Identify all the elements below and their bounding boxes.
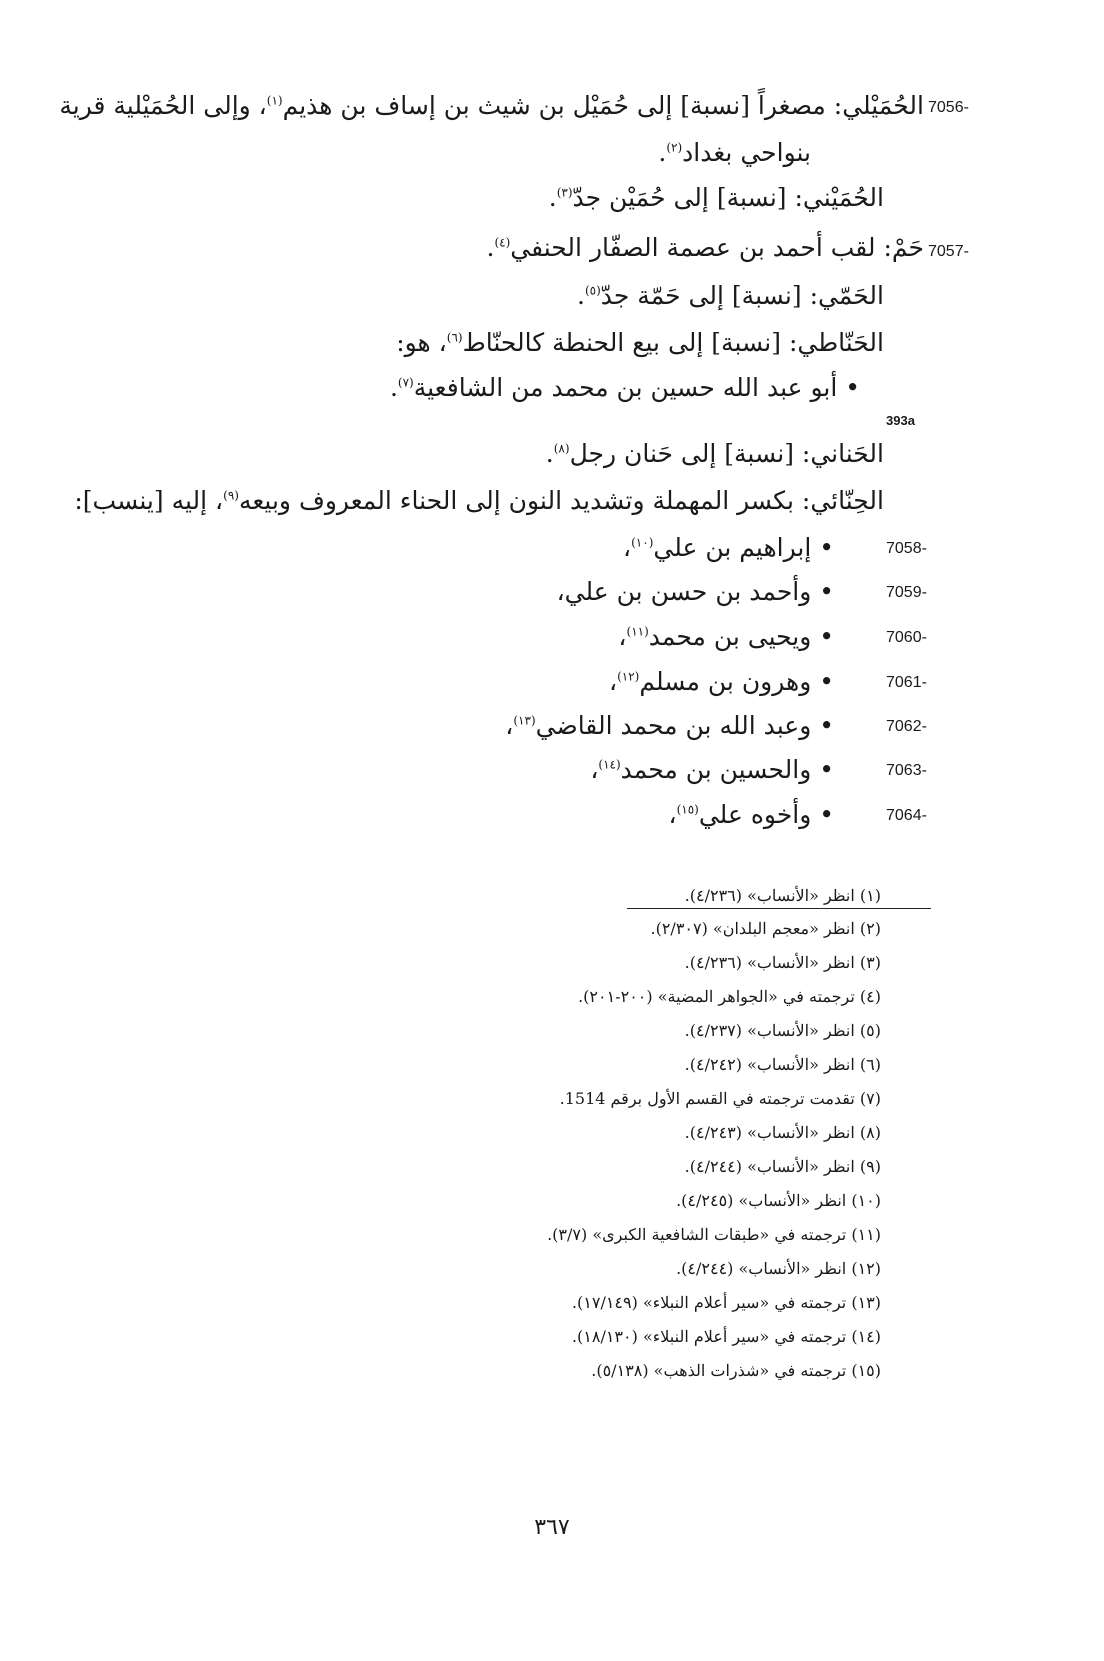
- footnote: (١) انظر «الأنساب» (٤/٢٣٦).: [684, 886, 881, 905]
- entry-line: • أبو عبد الله حسين بن محمد من الشافعية$^{(٧)}$.: [389, 373, 860, 402]
- entry-headword: الحَمّي: [818, 281, 884, 310]
- page-number: ٣٦٧: [534, 1515, 570, 1540]
- entry-line: الحُمَيْني: [نسبة] إلى حُمَيْن جدّ$^{(٣)}$.: [548, 183, 884, 212]
- entry-line: الحِنّائي: بكسر المهملة وتشديد النون إلى الحناء المعروف وبيعه$^{(٩)}$، إليه [ينسب]:: [74, 486, 884, 515]
- footnote-ref: (٤): [494, 235, 511, 250]
- footnote: (٥) انظر «الأنساب» (٤/٢٣٧).: [684, 1021, 881, 1040]
- list-item: • والحسين بن محمد$^{(١٤)}$،: [590, 755, 834, 784]
- manuscript-folio-mark: 393a: [886, 413, 915, 428]
- list-item-number: 7062-: [886, 718, 927, 735]
- list-item: • وأحمد بن حسن بن علي،: [556, 577, 834, 606]
- footnote-ref: (٩): [223, 488, 239, 503]
- list-item-number: 7060-: [886, 629, 927, 646]
- footnote: (٧) تقدمت ترجمته في القسم الأول برقم 1514.: [559, 1089, 881, 1108]
- list-item-number: 7059-: [886, 584, 927, 601]
- entry-line: الحُمَيْلي: مصغراً [نسبة] إلى حُمَيْل بن شيث بن إساف بن هذيم$^{(١)}$، وإلى الحُمَيْلية قرية: [59, 91, 924, 120]
- footnote-ref: (٨): [553, 441, 570, 456]
- list-item: • ويحيى بن محمد$^{(١١)}$،: [618, 622, 834, 651]
- list-item: • إبراهيم بن علي$^{(١٠)}$،: [623, 533, 834, 562]
- footnote-ref: (٦): [446, 330, 463, 345]
- entry-line: حَمْ: لقب أحمد بن عصمة الصفّار الحنفي$^{(٤)}$.: [486, 233, 924, 262]
- list-item: • وهرون بن مسلم$^{(١٢)}$،: [608, 667, 834, 696]
- footnote: (٣) انظر «الأنساب» (٤/٢٣٦).: [684, 953, 881, 972]
- footnote: (١٠) انظر «الأنساب» (٤/٢٤٥).: [676, 1191, 881, 1210]
- entry-headword: الحُمَيْلي: [842, 91, 924, 120]
- entry-line: الحَمّي: [نسبة] إلى حَمّة جدّ$^{(٥)}$.: [577, 281, 884, 310]
- footnote-ref: (٣): [556, 185, 573, 200]
- footnote-ref: (١): [266, 93, 283, 108]
- entry-number: 7056-: [928, 99, 969, 116]
- list-item: • وعبد الله بن محمد القاضي$^{(١٣)}$،: [505, 711, 834, 740]
- list-item-number: 7061-: [886, 674, 927, 691]
- entry-headword: الحَناني: [810, 439, 884, 468]
- footnote: (٩) انظر «الأنساب» (٤/٢٤٤).: [684, 1157, 881, 1176]
- footnote: (١٢) انظر «الأنساب» (٤/٢٤٤).: [676, 1259, 881, 1278]
- footnote: (١٤) ترجمته في «سير أعلام النبلاء» (١٨/١٣٠).: [571, 1327, 881, 1346]
- footnote-ref: (٥): [584, 283, 601, 298]
- footnote: (١٥) ترجمته في «شذرات الذهب» (٥/١٣٨).: [591, 1361, 881, 1380]
- footnote: (١٣) ترجمته في «سير أعلام النبلاء» (١٧/١٤٩).: [571, 1293, 881, 1312]
- entry-line: الحَناني: [نسبة] إلى حَنان رجل$^{(٨)}$.: [545, 439, 884, 468]
- footnote-ref: (١٤): [598, 757, 621, 772]
- entry-number: 7057-: [928, 243, 969, 260]
- footnote-ref: (١٠): [631, 535, 654, 550]
- footnote-ref: (١٣): [513, 713, 536, 728]
- list-item-number: 7058-: [886, 540, 927, 557]
- footnote-ref: (٧): [397, 375, 414, 390]
- footnote: (٢) انظر «معجم البلدان» (٢/٣٠٧).: [650, 919, 881, 938]
- entry-headword: الحَنّاطي: [797, 328, 884, 357]
- footnote-separator: [627, 908, 931, 909]
- footnote: (١١) ترجمته في «طبقات الشافعية الكبرى» (٣/٧).: [547, 1225, 881, 1244]
- entry-headword: حَمْ: [891, 233, 924, 262]
- list-item: • وأخوه علي$^{(١٥)}$،: [668, 800, 834, 829]
- footnote: (٦) انظر «الأنساب» (٤/٢٤٢).: [684, 1055, 881, 1074]
- footnote-ref: (١١): [626, 624, 649, 639]
- list-item-number: 7064-: [886, 807, 927, 824]
- entry-line: الحَنّاطي: [نسبة] إلى بيع الحنطة كالحنّاط$^{(٦)}$، هو:: [396, 328, 884, 357]
- list-item-number: 7063-: [886, 762, 927, 779]
- footnote-ref: (١٢): [617, 669, 640, 684]
- footnote: (٨) انظر «الأنساب» (٤/٢٤٣).: [684, 1123, 881, 1142]
- entry-line: بنواحي بغداد$^{(٢)}$.: [658, 138, 811, 167]
- entry-headword: الحِنّائي: [810, 486, 884, 515]
- footnote-ref: (٢): [666, 140, 683, 155]
- entry-headword: الحُمَيْني: [802, 183, 884, 212]
- footnote: (٤) ترجمته في «الجواهر المضية» (٢٠٠-٢٠١).: [578, 987, 881, 1006]
- footnote-ref: (١٥): [676, 802, 699, 817]
